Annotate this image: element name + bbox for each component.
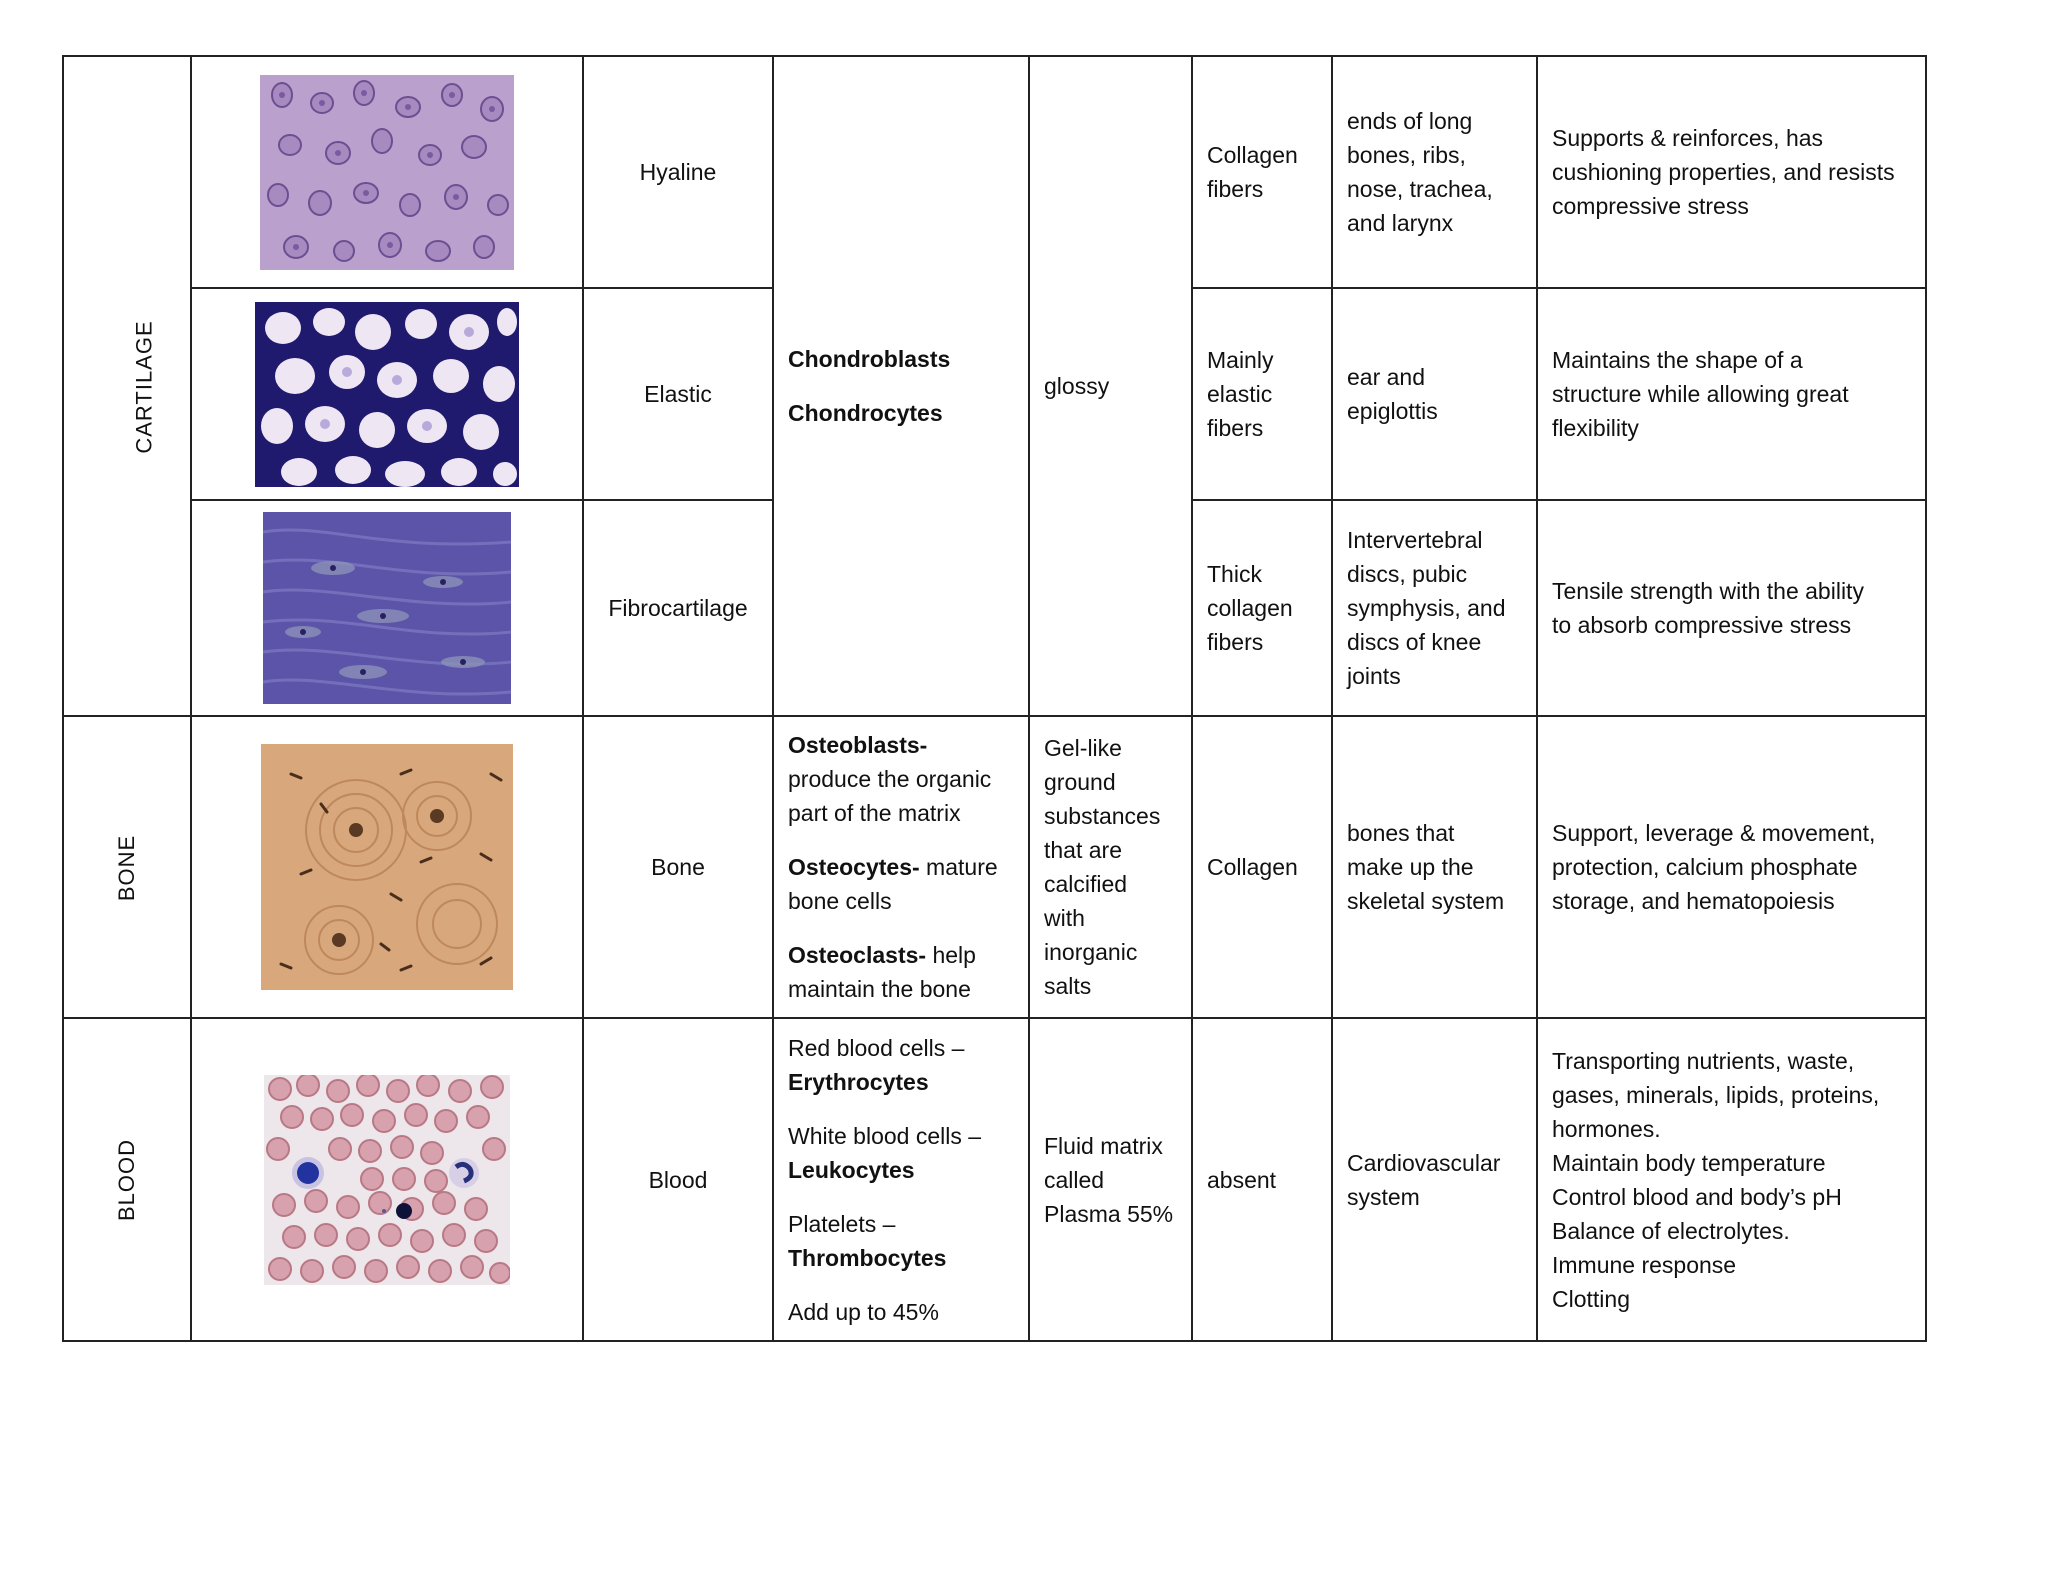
function-text-line: Maintain body temperature xyxy=(1552,1149,1826,1176)
matrix-text-line: substances xyxy=(1044,803,1161,829)
function-text-line: Supports & reinforces, has xyxy=(1552,125,1824,151)
tissue-type-label: Hyaline xyxy=(639,159,717,185)
location-text-line: bones that xyxy=(1347,820,1455,846)
cell-label: Red blood cells – xyxy=(788,1034,965,1061)
osteoblasts-entry xyxy=(788,728,1014,830)
function-text-line: cushioning properties, and resists xyxy=(1552,159,1895,185)
location-text-line: make up the xyxy=(1347,854,1474,880)
function-cell xyxy=(1537,500,1926,716)
location-cell xyxy=(1332,288,1537,500)
function-text-line: to absorb compressive stress xyxy=(1552,612,1852,638)
function-cell xyxy=(1537,1018,1926,1341)
red-blood-cells-entry xyxy=(788,1031,1014,1099)
function-text-line: Tensile strength with the ability xyxy=(1552,578,1864,604)
tissue-type-label: Elastic xyxy=(644,381,712,407)
function-cell xyxy=(1537,288,1926,500)
function-text-line: flexibility xyxy=(1552,415,1639,441)
fibers-cell xyxy=(1192,1018,1332,1341)
location-text-line: Cardiovascular xyxy=(1347,1149,1501,1176)
hyaline-cartilage-micrograph-icon xyxy=(260,75,514,270)
cell-description: bone cells xyxy=(788,888,892,914)
function-text-line: Maintains the shape of a xyxy=(1552,347,1803,373)
function-text-line: structure while allowing great xyxy=(1552,381,1849,407)
category-label: BLOOD xyxy=(114,1138,139,1222)
location-text-line: skeletal system xyxy=(1347,888,1505,914)
fibers-cell xyxy=(1192,716,1332,1018)
fibers-text-line: Mainly xyxy=(1207,347,1274,373)
function-text-line: Control blood and body’s pH xyxy=(1552,1183,1842,1210)
matrix-text-line: ground xyxy=(1044,769,1116,795)
function-cell xyxy=(1537,716,1926,1018)
cell-description: produce the organic xyxy=(788,766,992,792)
matrix-text-line: with xyxy=(1044,905,1085,931)
matrix-cell-blood xyxy=(1029,1018,1192,1341)
elastic-cartilage-micrograph-icon xyxy=(255,302,519,487)
location-text-line: ends of long xyxy=(1347,108,1473,134)
function-text-line: gases, minerals, lipids, proteins, xyxy=(1552,1081,1880,1108)
table-row-blood xyxy=(63,1018,1926,1341)
tissue-type-cell xyxy=(583,1018,773,1341)
function-text-line: storage, and hematopoiesis xyxy=(1552,888,1835,914)
cell-name: Osteoclasts- xyxy=(788,942,927,968)
fibers-text: Collagen xyxy=(1207,854,1298,880)
function-cell xyxy=(1537,56,1926,288)
location-text-line: Intervertebral xyxy=(1347,527,1483,553)
table-row-hyaline xyxy=(63,56,1926,288)
category-cell-cartilage xyxy=(63,56,191,716)
cell-name: Erythrocytes xyxy=(788,1068,929,1095)
tissue-type-label: Bone xyxy=(651,854,705,880)
category-cell-blood xyxy=(63,1018,191,1341)
image-cell xyxy=(191,716,583,1018)
cell-name: Thrombocytes xyxy=(788,1244,947,1271)
table-row-bone xyxy=(63,716,1926,1018)
white-blood-cells-entry xyxy=(788,1119,1014,1187)
location-text-line: and larynx xyxy=(1347,210,1454,236)
function-text-line: Immune response xyxy=(1552,1251,1737,1278)
cell-description: part of the matrix xyxy=(788,800,961,826)
matrix-cell-cartilage xyxy=(1029,56,1192,716)
cell-name: Osteoblasts- xyxy=(788,732,928,758)
location-text-line: epiglottis xyxy=(1347,398,1438,424)
function-text-line: Transporting nutrients, waste, xyxy=(1552,1047,1855,1074)
tissue-type-cell xyxy=(583,500,773,716)
image-cell xyxy=(191,500,583,716)
tissue-type-cell xyxy=(583,716,773,1018)
bone-tissue-micrograph-icon xyxy=(261,744,513,990)
image-cell xyxy=(191,288,583,500)
function-text-line: hormones. xyxy=(1552,1115,1661,1142)
matrix-text-line: that are xyxy=(1044,837,1122,863)
fibers-text: absent xyxy=(1207,1166,1277,1193)
tissue-type-label: Fibrocartilage xyxy=(608,595,748,621)
fibers-text-line: elastic xyxy=(1207,381,1273,407)
tissue-type-cell xyxy=(583,56,773,288)
location-text-line: symphysis, and xyxy=(1347,595,1506,621)
cell-label: White blood cells – xyxy=(788,1122,982,1149)
location-text-line: nose, trachea, xyxy=(1347,176,1493,202)
location-cell xyxy=(1332,1018,1537,1341)
cells-cell-blood xyxy=(773,1018,1029,1341)
fibers-cell xyxy=(1192,500,1332,716)
tissue-type-cell xyxy=(583,288,773,500)
fibers-text-line: fibers xyxy=(1207,415,1264,441)
cell-name: Leukocytes xyxy=(788,1156,915,1183)
function-text-line: Balance of electrolytes. xyxy=(1552,1217,1790,1244)
cell-description: maintain the bone xyxy=(788,976,971,1002)
fibers-text-line: fibers xyxy=(1207,629,1264,655)
cell-description: mature xyxy=(919,854,998,880)
platelets-entry xyxy=(788,1207,1014,1275)
connective-tissue-table xyxy=(62,55,1927,1342)
osteoclasts-entry xyxy=(788,938,1014,1006)
matrix-text-line: inorganic xyxy=(1044,939,1138,965)
matrix-text-line: Fluid matrix xyxy=(1044,1132,1163,1159)
cells-cell-bone xyxy=(773,716,1029,1018)
cell-description: help xyxy=(926,942,976,968)
location-text-line: discs of knee xyxy=(1347,629,1482,655)
tissue-type-label: Blood xyxy=(648,1166,708,1193)
fibers-text-line: collagen xyxy=(1207,595,1293,621)
category-cell-bone xyxy=(63,716,191,1018)
matrix-text-line: salts xyxy=(1044,973,1092,999)
matrix-text-line: Gel-like xyxy=(1044,735,1122,761)
category-label: CARTILAGE xyxy=(131,319,157,454)
fibrocartilage-micrograph-icon xyxy=(263,512,511,704)
function-text-line: protection, calcium phosphate xyxy=(1552,854,1858,880)
image-cell xyxy=(191,56,583,288)
location-cell xyxy=(1332,56,1537,288)
matrix-text-line: calcified xyxy=(1044,871,1128,897)
location-text-line: system xyxy=(1347,1183,1420,1210)
location-text-line: bones, ribs, xyxy=(1347,142,1466,168)
location-cell xyxy=(1332,716,1537,1018)
location-text-line: joints xyxy=(1347,663,1401,689)
cells-cell-cartilage xyxy=(773,56,1029,716)
matrix-text-line: Plasma 55% xyxy=(1044,1200,1174,1227)
matrix-cell-bone xyxy=(1029,716,1192,1018)
matrix-text: glossy xyxy=(1044,373,1110,399)
matrix-text-line: called xyxy=(1044,1166,1105,1193)
fibers-cell xyxy=(1192,56,1332,288)
fibers-text-line: fibers xyxy=(1207,176,1264,202)
location-text-line: ear and xyxy=(1347,364,1426,390)
function-text-line: compressive stress xyxy=(1552,193,1749,219)
function-text-line: Support, leverage & movement, xyxy=(1552,820,1876,846)
category-label: BONE xyxy=(113,834,139,901)
cell-name: Osteocytes- xyxy=(788,854,920,880)
fibers-text-line: Collagen xyxy=(1207,142,1298,168)
location-cell xyxy=(1332,500,1537,716)
cell-name: Chondroblasts xyxy=(788,346,951,372)
cell-name: Chondrocytes xyxy=(788,400,943,426)
location-text-line: discs, pubic xyxy=(1347,561,1468,587)
function-text-line: Clotting xyxy=(1552,1285,1630,1312)
cell-label: Platelets – xyxy=(788,1210,896,1237)
osteocytes-entry xyxy=(788,850,1014,918)
fibers-text-line: Thick xyxy=(1207,561,1262,587)
image-cell xyxy=(191,1018,583,1341)
cells-total: Add up to 45% xyxy=(788,1298,939,1325)
blood-smear-micrograph-icon xyxy=(264,1075,510,1285)
fibers-cell xyxy=(1192,288,1332,500)
